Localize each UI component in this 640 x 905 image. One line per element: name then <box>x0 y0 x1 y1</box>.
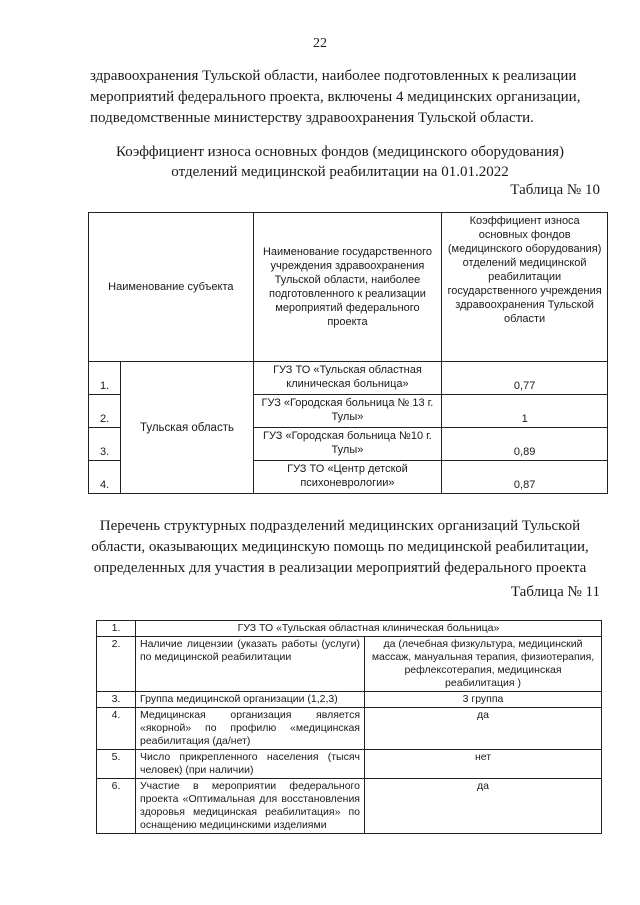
header-subject: Наименование субъекта <box>89 213 254 362</box>
table-row <box>97 750 602 779</box>
row-number: 1. <box>97 621 136 637</box>
table-row <box>97 779 602 834</box>
section-heading-line: Перечень структурных подразделений медицинских организаций Тульской <box>99 518 581 534</box>
organization-title: ГУЗ ТО «Тульская областная клиническая больница» <box>136 621 602 637</box>
table10 <box>88 212 608 494</box>
table-row <box>97 692 602 708</box>
table-row <box>97 708 602 750</box>
intro-paragraph <box>90 66 600 129</box>
row-number: 3. <box>89 428 121 461</box>
row-number: 1. <box>89 362 121 395</box>
institution-cell: ГУЗ ТО «Центр детской психоневрологии» <box>253 461 442 494</box>
intro-line: мероприятий федерального проекта, включены 4 медицинских организации, <box>90 89 581 105</box>
row-number: 4. <box>89 461 121 494</box>
coefficient-cell: 1 <box>442 395 608 428</box>
row-number: 2. <box>97 637 136 692</box>
intro-line: здравоохранения Тульской области, наиболее подготовленных к реализации <box>90 68 577 84</box>
table10-caption <box>80 142 600 182</box>
table11-number: Таблица № 11 <box>510 584 600 600</box>
table10-caption-line: Коэффициент износа основных фондов (медицинского оборудования) <box>115 144 565 160</box>
row-value: нет <box>365 750 602 779</box>
row-number: 5. <box>97 750 136 779</box>
table-row <box>97 621 602 637</box>
page-number: 22 <box>313 36 327 51</box>
coefficient-cell: 0,89 <box>442 428 608 461</box>
table10-header-row <box>89 213 608 362</box>
section-heading-line: определенных для участия в реализации мероприятий федерального проекта <box>93 560 587 576</box>
row-number: 6. <box>97 779 136 834</box>
institution-cell: ГУЗ «Городская больница № 13 г. Тулы» <box>253 395 442 428</box>
row-label: Наличие лицензии (указать работы (услуги) по медицинской реабилитации <box>136 637 365 692</box>
table-row <box>89 362 608 395</box>
table-row <box>97 637 602 692</box>
header-coefficient: Коэффициент износа основных фондов (медицинского оборудования) отделений медицинской реабилитации государственного учреждения здравоохранения Тульской области <box>442 213 608 362</box>
row-number: 3. <box>97 692 136 708</box>
row-value: да <box>365 779 602 834</box>
intro-line: подведомственные министерству здравоохранения Тульской области. <box>90 110 534 126</box>
table10-number: Таблица № 10 <box>510 182 600 198</box>
institution-cell: ГУЗ ТО «Тульская областная клиническая больница» <box>253 362 442 395</box>
row-number: 2. <box>89 395 121 428</box>
coefficient-cell: 0,87 <box>442 461 608 494</box>
row-label: Участие в мероприятии федерального проекта «Оптимальная для восстановления здоровья медицинская реабилитация» по оснащению медицинскими изделиями <box>136 779 365 834</box>
subject-cell: Тульская область <box>121 362 253 494</box>
section-heading-line: области, оказывающих медицинскую помощь по медицинской реабилитации, <box>91 539 589 555</box>
header-institution: Наименование государственного учреждения здравоохранения Тульской области, наиболее подготовленного к реализации мероприятий федерального проекта <box>253 213 442 362</box>
institution-cell: ГУЗ «Городская больница №10 г. Тулы» <box>253 428 442 461</box>
row-value: да <box>365 708 602 750</box>
row-number: 4. <box>97 708 136 750</box>
row-label: Медицинская организация является «якорной» по профилю «медицинская реабилитация (да/нет) <box>136 708 365 750</box>
section-heading <box>80 516 600 579</box>
table11 <box>96 620 602 834</box>
coefficient-cell: 0,77 <box>442 362 608 395</box>
row-value: да (лечебная физкультура, медицинский массаж, мануальная терапия, физиотерапия, рефлексотерапия, медицинская реабилитация ) <box>365 637 602 692</box>
row-label: Группа медицинской организации (1,2,3) <box>136 692 365 708</box>
row-label: Число прикрепленного населения (тысяч человек) (при наличии) <box>136 750 365 779</box>
row-value: 3 группа <box>365 692 602 708</box>
table10-caption-line: отделений медицинской реабилитации на 01.01.2022 <box>171 164 509 180</box>
